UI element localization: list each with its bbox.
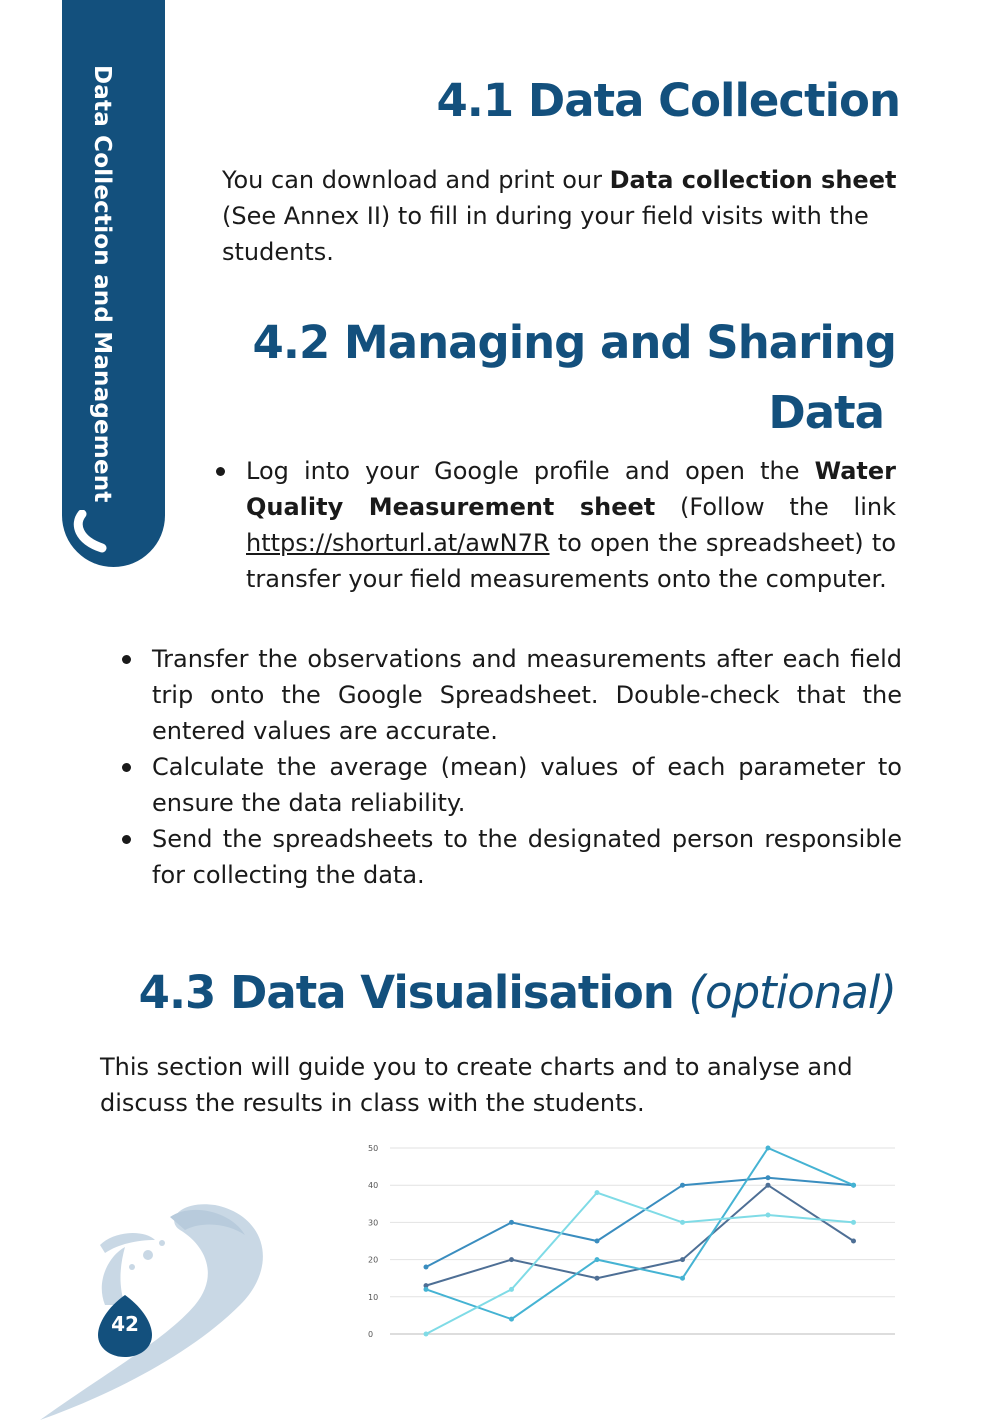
side-tab-label: Data Collection and Management <box>89 65 115 503</box>
data-point <box>595 1257 600 1262</box>
section-heading-4-2: 4.2 Managing and Sharing Data <box>252 316 896 439</box>
data-point <box>680 1220 685 1225</box>
data-point <box>766 1183 771 1188</box>
data-point <box>509 1317 514 1322</box>
data-point <box>680 1257 685 1262</box>
data-point <box>595 1239 600 1244</box>
y-tick-label: 40 <box>368 1181 379 1191</box>
series-line <box>426 1185 854 1285</box>
water-quality-sheet-label: Water Quality Measurement sheet <box>246 457 896 521</box>
list-item: Log into your Google profile and open the Water Quality Measurement sheet (Follow the link https://shorturl.at/awN7R to open the spreadsheet) to transfer your field measurements onto the computer. <box>246 453 896 597</box>
data-point <box>766 1146 771 1151</box>
data-point <box>766 1175 771 1180</box>
wave-decoration-icon <box>0 1195 300 1420</box>
data-point <box>424 1265 429 1270</box>
y-tick-label: 30 <box>368 1218 379 1228</box>
line-chart <box>360 1138 905 1348</box>
data-point <box>851 1239 856 1244</box>
section-heading-4-3: 4.3 Data Visualisation (optional) <box>138 966 896 1019</box>
data-point <box>509 1287 514 1292</box>
section-4-3-paragraph: This section will guide you to create charts and to analyse and discuss the results in class with the students. <box>100 1053 853 1117</box>
data-point <box>424 1287 429 1292</box>
data-point <box>595 1276 600 1281</box>
spreadsheet-link[interactable]: https://shorturl.at/awN7R <box>246 529 550 557</box>
list-item: Calculate the average (mean) values of each parameter to ensure the data reliability. <box>152 749 902 821</box>
optional-label: (optional) <box>688 966 896 1019</box>
data-point <box>851 1183 856 1188</box>
bullet-list-1 <box>246 453 896 597</box>
data-point <box>766 1212 771 1217</box>
y-tick-label: 0 <box>368 1330 374 1339</box>
y-tick-label: 10 <box>368 1292 379 1302</box>
data-point <box>680 1183 685 1188</box>
data-point <box>680 1276 685 1281</box>
list-item: Transfer the observations and measurements after each field trip onto the Google Spreadsheet. Double-check that the entered values are accurate. <box>152 641 902 749</box>
water-curl-icon <box>70 510 110 555</box>
section-heading-4-1: 4.1 Data Collection <box>436 74 900 127</box>
data-point <box>424 1332 429 1337</box>
data-point <box>509 1257 514 1262</box>
y-tick-label: 50 <box>368 1144 379 1153</box>
page-number: 42 <box>111 1312 139 1336</box>
bullet-list-2 <box>152 641 902 893</box>
data-collection-sheet-label: Data collection sheet <box>609 166 897 194</box>
section-4-1-paragraph: You can download and print our Data collection sheet (See Annex II) to fill in during your field visits with the students. <box>222 166 897 266</box>
data-point <box>595 1190 600 1195</box>
data-point <box>509 1220 514 1225</box>
list-item: Send the spreadsheets to the designated person responsible for collecting the data. <box>152 821 902 893</box>
y-tick-label: 20 <box>368 1255 379 1265</box>
data-point <box>851 1220 856 1225</box>
